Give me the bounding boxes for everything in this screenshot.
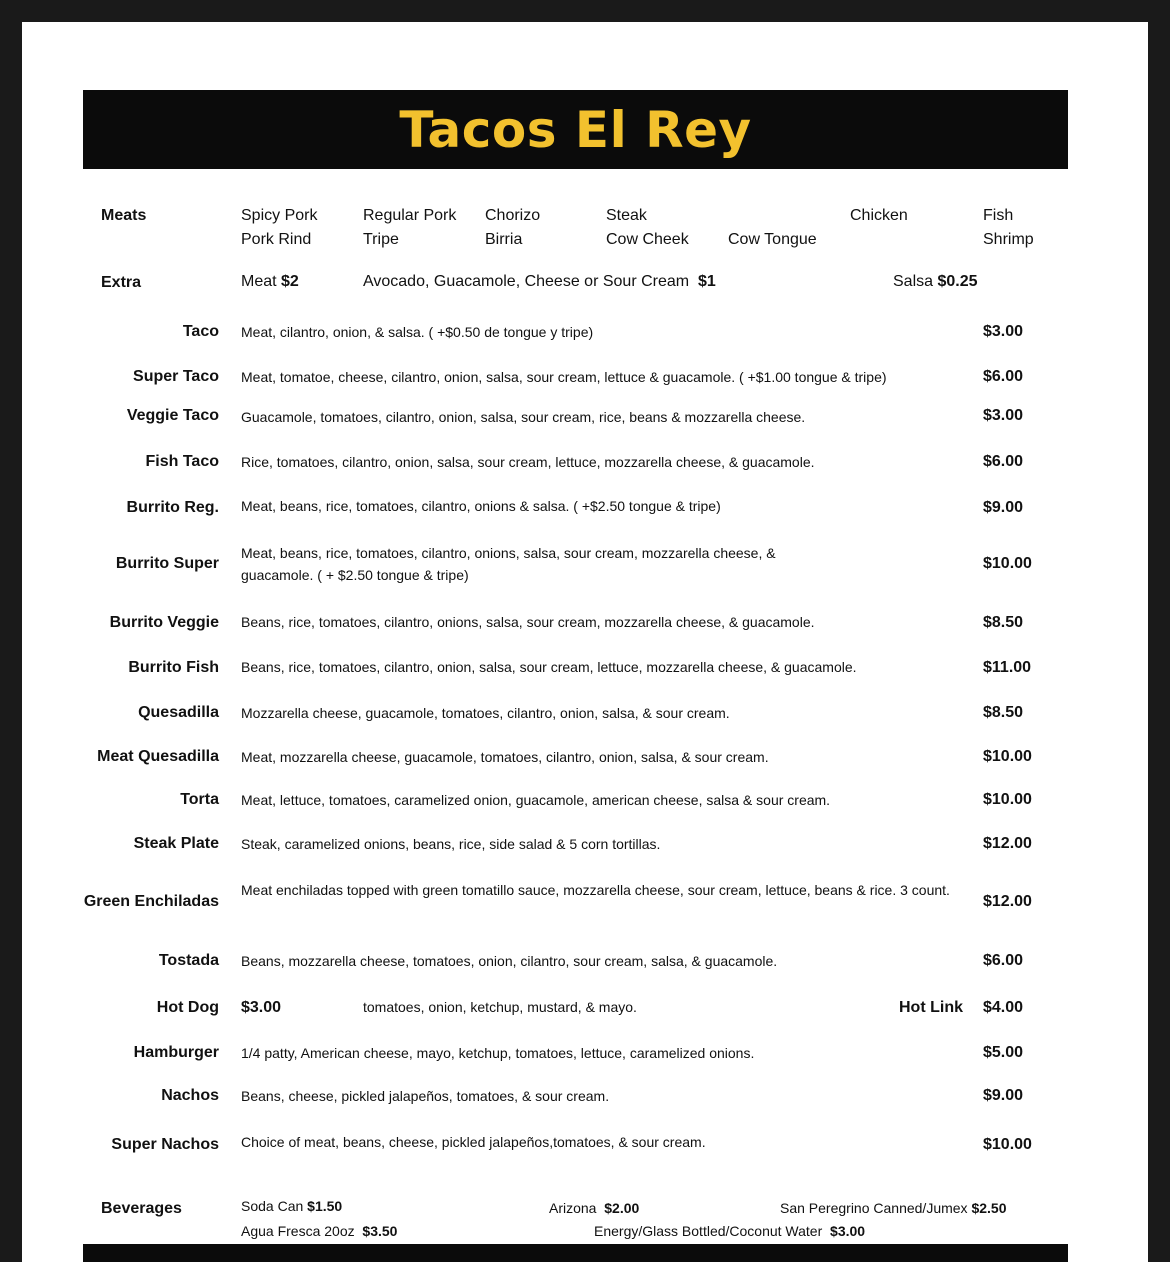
item-name: Veggie Taco [126, 407, 219, 424]
item-description: Meat, beans, rice, tomatoes, cilantro, onions, salsa, sour cream, mozzarella cheese, & guacamole. ( + $2.50 tongue & tripe) [241, 545, 776, 583]
item-description: Beans, rice, tomatoes, cilantro, onion, salsa, sour cream, lettuce, mozzarella cheese, & guacamole. [241, 659, 857, 675]
item-name: Green Enchiladas [83, 893, 219, 910]
beverage-name: Energy/Glass Bottled/Coconut Water [594, 1223, 823, 1239]
hotlink-name: Hot Link [899, 999, 963, 1016]
extra-toppings-price: $1 [697, 273, 716, 290]
beverage-price: $1.50 [307, 1198, 343, 1214]
meat-option: Fish [983, 207, 1014, 224]
beverages-label: Beverages [101, 1200, 182, 1217]
item-price: $10.00 [983, 555, 1032, 572]
beverage-name: Arizona [549, 1200, 597, 1216]
beverage-peregrino [780, 1200, 1007, 1216]
meat-option: Tripe [363, 231, 399, 248]
item-description: Meat, lettuce, tomatoes, caramelized onion, guacamole, american cheese, salsa & sour cream. [241, 792, 831, 808]
item-price: $9.00 [983, 1087, 1024, 1104]
beverage-name: Soda Can [241, 1198, 304, 1214]
meat-option: Pork Rind [241, 231, 312, 248]
meat-option: Spicy Pork [241, 207, 318, 224]
item-description: Meat, cilantro, onion, & salsa. ( +$0.50 de tongue y tripe) [241, 324, 594, 340]
item-description: Beans, rice, tomatoes, cilantro, onions, salsa, sour cream, mozzarella cheese, & guacamole. [241, 614, 815, 630]
item-price: $10.00 [983, 791, 1032, 808]
menu-page [22, 22, 1148, 1262]
footer-bar [83, 1244, 1068, 1262]
item-price: $12.00 [983, 835, 1032, 852]
item-description: Meat, beans, rice, tomatoes, cilantro, onions & salsa. ( +$2.50 tongue & tripe) [241, 498, 721, 514]
beverage-price: $3.50 [362, 1223, 398, 1239]
item-description: Mozzarella cheese, guacamole, tomatoes, cilantro, onion, salsa, & sour cream. [241, 705, 730, 721]
meat-option: Steak [606, 207, 647, 224]
item-price: $3.00 [983, 407, 1024, 424]
beverage-agua-fresca [241, 1223, 397, 1239]
item-description: Beans, cheese, pickled jalapeños, tomatoes, & sour cream. [241, 1088, 610, 1104]
item-name: Burrito Super [115, 555, 219, 572]
beverage-price: $2.50 [971, 1200, 1007, 1216]
item-name: Super Nachos [111, 1136, 219, 1153]
extra-toppings [363, 273, 716, 291]
item-name: Meat Quesadilla [97, 748, 219, 765]
beverage-price: $3.00 [830, 1223, 866, 1239]
item-description: Steak, caramelized onions, beans, rice, side salad & 5 corn tortillas. [241, 836, 661, 852]
beverage-energy [594, 1223, 865, 1239]
menu-title: Tacos El Rey [399, 100, 752, 159]
hotdog-name: Hot Dog [156, 999, 219, 1016]
meat-option: Chicken [850, 207, 908, 224]
item-name: Burrito Veggie [109, 614, 219, 631]
item-description: 1/4 patty, American cheese, mayo, ketchup, tomatoes, lettuce, caramelized onions. [241, 1045, 755, 1061]
item-description: Beans, mozzarella cheese, tomatoes, onion, cilantro, sour cream, salsa, & guacamole. [241, 953, 778, 969]
item-name: Fish Taco [145, 453, 219, 470]
item-price: $6.00 [983, 453, 1024, 470]
item-name: Super Taco [133, 368, 219, 385]
extra-toppings-text: Avocado, Guacamole, Cheese or Sour Cream [363, 273, 690, 290]
item-name: Tostada [158, 952, 219, 969]
extra-meat-text: Meat [241, 273, 277, 290]
item-name: Burrito Reg. [126, 499, 219, 516]
hotdog-description: tomatoes, onion, ketchup, mustard, & mayo. [363, 999, 637, 1015]
meat-option: Chorizo [485, 207, 541, 224]
item-price: $8.50 [983, 704, 1024, 721]
meat-option: Regular Pork [363, 207, 457, 224]
item-name: Taco [182, 323, 219, 340]
item-description: Meat, mozzarella cheese, guacamole, tomatoes, cilantro, onion, salsa, & sour cream. [241, 749, 769, 765]
extra-label: Extra [101, 274, 142, 291]
hotlink-price: $4.00 [983, 999, 1024, 1016]
hotdog-price: $3.00 [241, 999, 282, 1016]
extra-salsa [893, 273, 978, 291]
item-name: Quesadilla [138, 704, 219, 721]
item-price: $6.00 [983, 368, 1024, 385]
item-price: $11.00 [983, 659, 1032, 676]
item-description: Choice of meat, beans, cheese, pickled jalapeños,tomatoes, & sour cream. [241, 1134, 706, 1150]
beverage-soda [241, 1198, 342, 1214]
extra-meat-price: $2 [281, 273, 299, 290]
item-description: Meat enchiladas topped with green tomatillo sauce, mozzarella cheese, sour cream, lettuce, beans & rice. 3 count. [241, 882, 950, 898]
item-description: Rice, tomatoes, cilantro, onion, salsa, sour cream, lettuce, mozzarella cheese, & guacamole. [241, 454, 815, 470]
meats-label: Meats [101, 207, 147, 224]
title-banner [83, 90, 1068, 169]
item-price: $6.00 [983, 952, 1024, 969]
beverage-name: Agua Fresca 20oz [241, 1223, 355, 1239]
item-name: Torta [180, 791, 219, 808]
beverage-arizona [549, 1200, 639, 1216]
item-price: $12.00 [983, 893, 1032, 910]
item-price: $10.00 [983, 748, 1032, 765]
meat-option: Birria [485, 231, 523, 248]
extra-salsa-text: Salsa [893, 273, 934, 290]
item-price: $8.50 [983, 614, 1024, 631]
extra-salsa-price: $0.25 [937, 273, 978, 290]
item-name: Burrito Fish [128, 659, 219, 676]
extra-meat [241, 273, 299, 291]
beverage-name: San Peregrino Canned/Jumex [780, 1200, 968, 1216]
item-price: $9.00 [983, 499, 1024, 516]
meat-option: Cow Tongue [728, 231, 817, 248]
item-name: Nachos [161, 1087, 219, 1104]
meat-option: Shrimp [983, 231, 1034, 248]
item-description: Guacamole, tomatoes, cilantro, onion, salsa, sour cream, rice, beans & mozzarella cheese. [241, 409, 806, 425]
item-price: $3.00 [983, 323, 1024, 340]
beverage-price: $2.00 [604, 1200, 640, 1216]
item-price: $5.00 [983, 1044, 1024, 1061]
item-name: Steak Plate [133, 835, 219, 852]
item-description: Meat, tomatoe, cheese, cilantro, onion, salsa, sour cream, lettuce & guacamole. ( +$1.00 tongue & tripe) [241, 369, 887, 385]
meat-option: Cow Cheek [606, 231, 689, 248]
item-price: $10.00 [983, 1136, 1032, 1153]
item-name: Hamburger [133, 1044, 219, 1061]
